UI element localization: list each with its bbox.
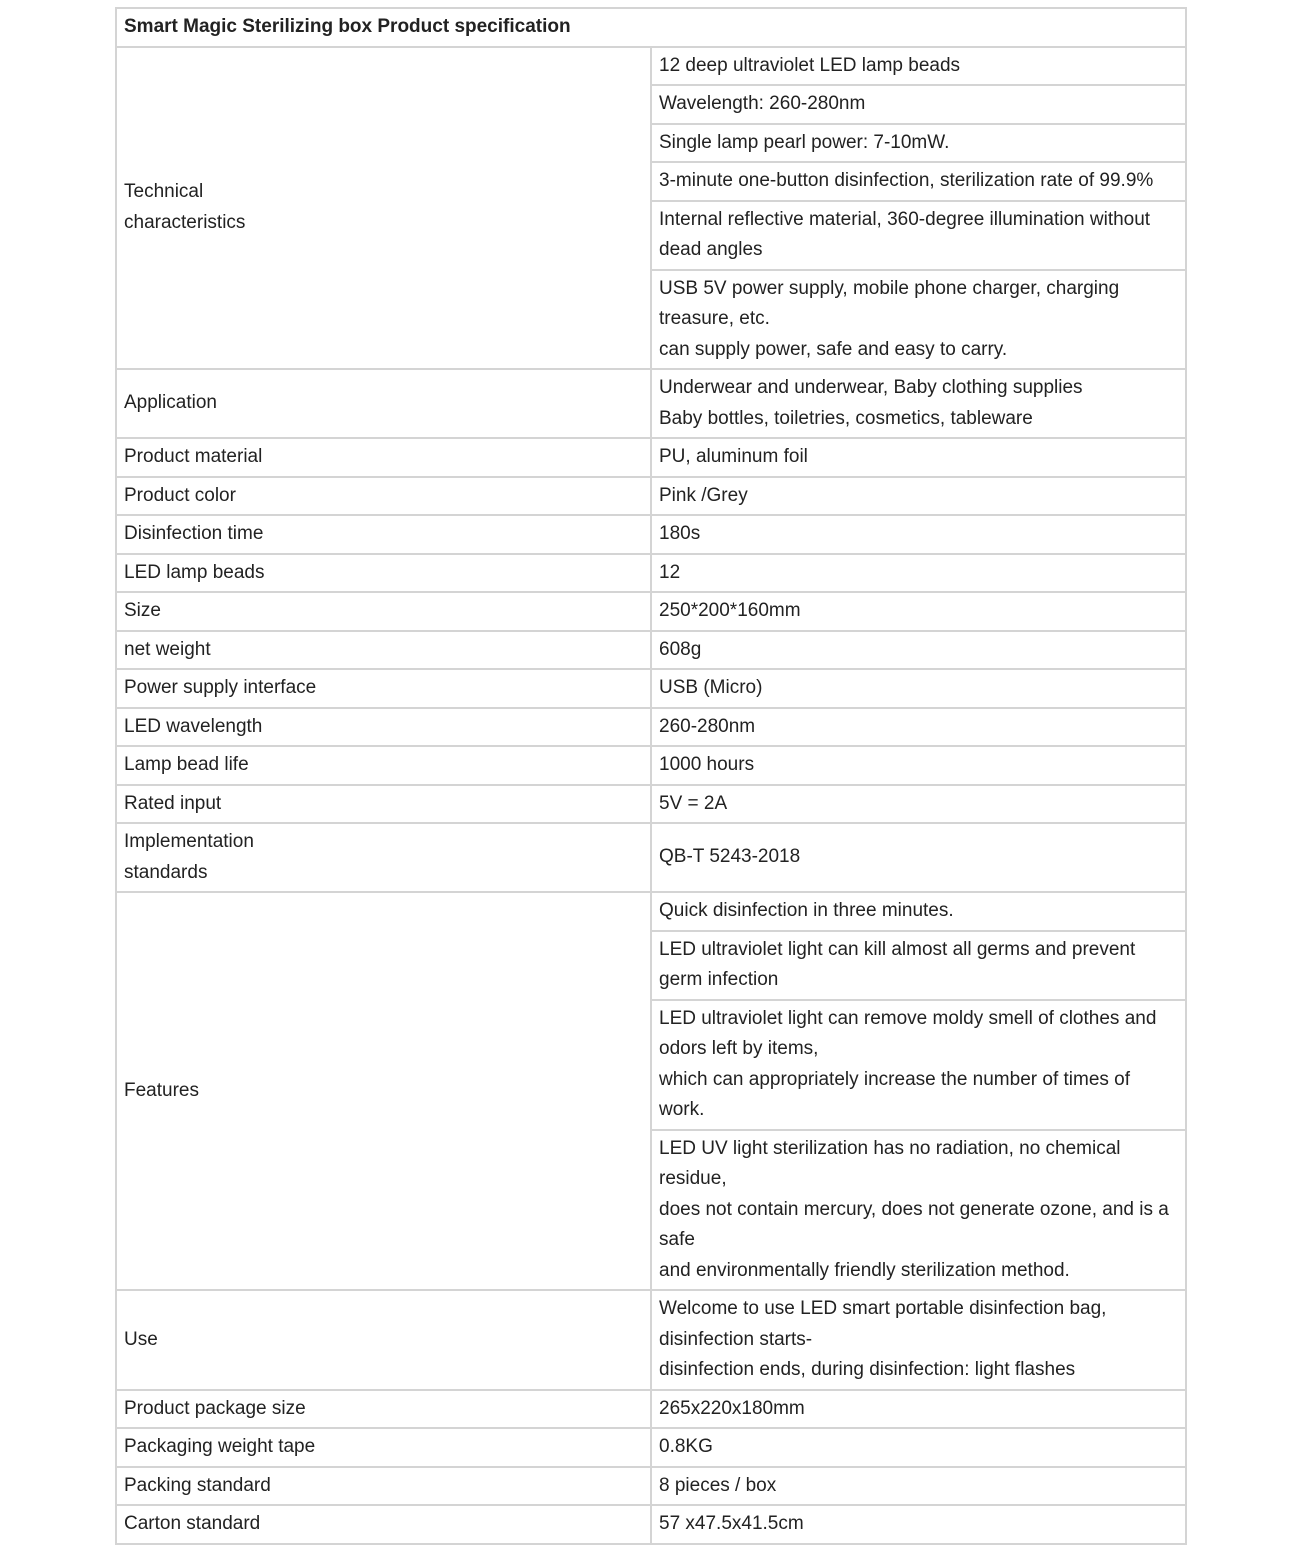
- spec-value: 12 deep ultraviolet LED lamp beads: [651, 47, 1186, 86]
- table-row: [116, 477, 1186, 516]
- spec-value: 57 x47.5x41.5cm: [651, 1505, 1186, 1544]
- spec-value: 260-280nm: [651, 708, 1186, 747]
- spec-label: Rated input: [116, 785, 651, 824]
- spec-label: Features: [116, 892, 651, 1290]
- spec-label: Implementation standards: [116, 823, 651, 892]
- spec-label: Product color: [116, 477, 651, 516]
- spec-value: Welcome to use LED smart portable disinfection bag, disinfection starts- disinfection ends, during disinfection: light flashes: [651, 1290, 1186, 1390]
- title-row: [116, 8, 1186, 47]
- spec-label: Size: [116, 592, 651, 631]
- spec-value: USB (Micro): [651, 669, 1186, 708]
- table-row: [116, 746, 1186, 785]
- spec-value: QB-T 5243-2018: [651, 823, 1186, 892]
- table-row: [116, 1467, 1186, 1506]
- spec-label: Application: [116, 369, 651, 438]
- table-row: [116, 47, 1186, 86]
- spec-label: Packaging weight tape: [116, 1428, 651, 1467]
- spec-label: Carton standard: [116, 1505, 651, 1544]
- spec-label: Packing standard: [116, 1467, 651, 1506]
- table-row: [116, 554, 1186, 593]
- spec-label: Product material: [116, 438, 651, 477]
- spec-value: 1000 hours: [651, 746, 1186, 785]
- spec-value: 0.8KG: [651, 1428, 1186, 1467]
- table-row: [116, 669, 1186, 708]
- spec-value: PU, aluminum foil: [651, 438, 1186, 477]
- spec-label: Lamp bead life: [116, 746, 651, 785]
- spec-value: 180s: [651, 515, 1186, 554]
- spec-value: Wavelength: 260-280nm: [651, 85, 1186, 124]
- spec-value: 12: [651, 554, 1186, 593]
- spec-label: Product package size: [116, 1390, 651, 1429]
- table-row: [116, 1390, 1186, 1429]
- table-row: [116, 631, 1186, 670]
- spec-value: Single lamp pearl power: 7-10mW.: [651, 124, 1186, 163]
- table-row: [116, 892, 1186, 931]
- spec-label: LED wavelength: [116, 708, 651, 747]
- table-row: [116, 823, 1186, 892]
- table-row: [116, 515, 1186, 554]
- table-row: [116, 438, 1186, 477]
- spec-label: Technical characteristics: [116, 47, 651, 370]
- spec-value: 5V = 2A: [651, 785, 1186, 824]
- spec-value: Internal reflective material, 360-degree illumination without dead angles: [651, 201, 1186, 270]
- spec-value: 250*200*160mm: [651, 592, 1186, 631]
- spec-label: LED lamp beads: [116, 554, 651, 593]
- spec-value: 8 pieces / box: [651, 1467, 1186, 1506]
- table-row: [116, 1428, 1186, 1467]
- spec-value: Pink /Grey: [651, 477, 1186, 516]
- table-row: [116, 1290, 1186, 1390]
- table-row: [116, 708, 1186, 747]
- spec-table-body: [116, 8, 1186, 1544]
- spec-value: Underwear and underwear, Baby clothing supplies Baby bottles, toiletries, cosmetics, tableware: [651, 369, 1186, 438]
- spec-value: USB 5V power supply, mobile phone charger, charging treasure, etc. can supply power, safe and easy to carry.: [651, 270, 1186, 370]
- spec-label: net weight: [116, 631, 651, 670]
- spec-label: Power supply interface: [116, 669, 651, 708]
- spec-table: [115, 7, 1187, 1545]
- spec-value: 3-minute one-button disinfection, sterilization rate of 99.9%: [651, 162, 1186, 201]
- table-row: [116, 785, 1186, 824]
- spec-label: Disinfection time: [116, 515, 651, 554]
- spec-value: 265x220x180mm: [651, 1390, 1186, 1429]
- table-row: [116, 1505, 1186, 1544]
- spec-value: 608g: [651, 631, 1186, 670]
- spec-value: LED ultraviolet light can remove moldy smell of clothes and odors left by items, which can appropriately increase the number of times of work.: [651, 1000, 1186, 1130]
- spec-label: Use: [116, 1290, 651, 1390]
- spec-value: LED ultraviolet light can kill almost all germs and prevent germ infection: [651, 931, 1186, 1000]
- table-row: [116, 369, 1186, 438]
- table-row: [116, 592, 1186, 631]
- spec-value: LED UV light sterilization has no radiation, no chemical residue, does not contain mercury, does not generate ozone, and is a safe and environmentally friendly sterilization method.: [651, 1130, 1186, 1291]
- spec-value: Quick disinfection in three minutes.: [651, 892, 1186, 931]
- table-title: Smart Magic Sterilizing box Product specification: [116, 8, 1186, 47]
